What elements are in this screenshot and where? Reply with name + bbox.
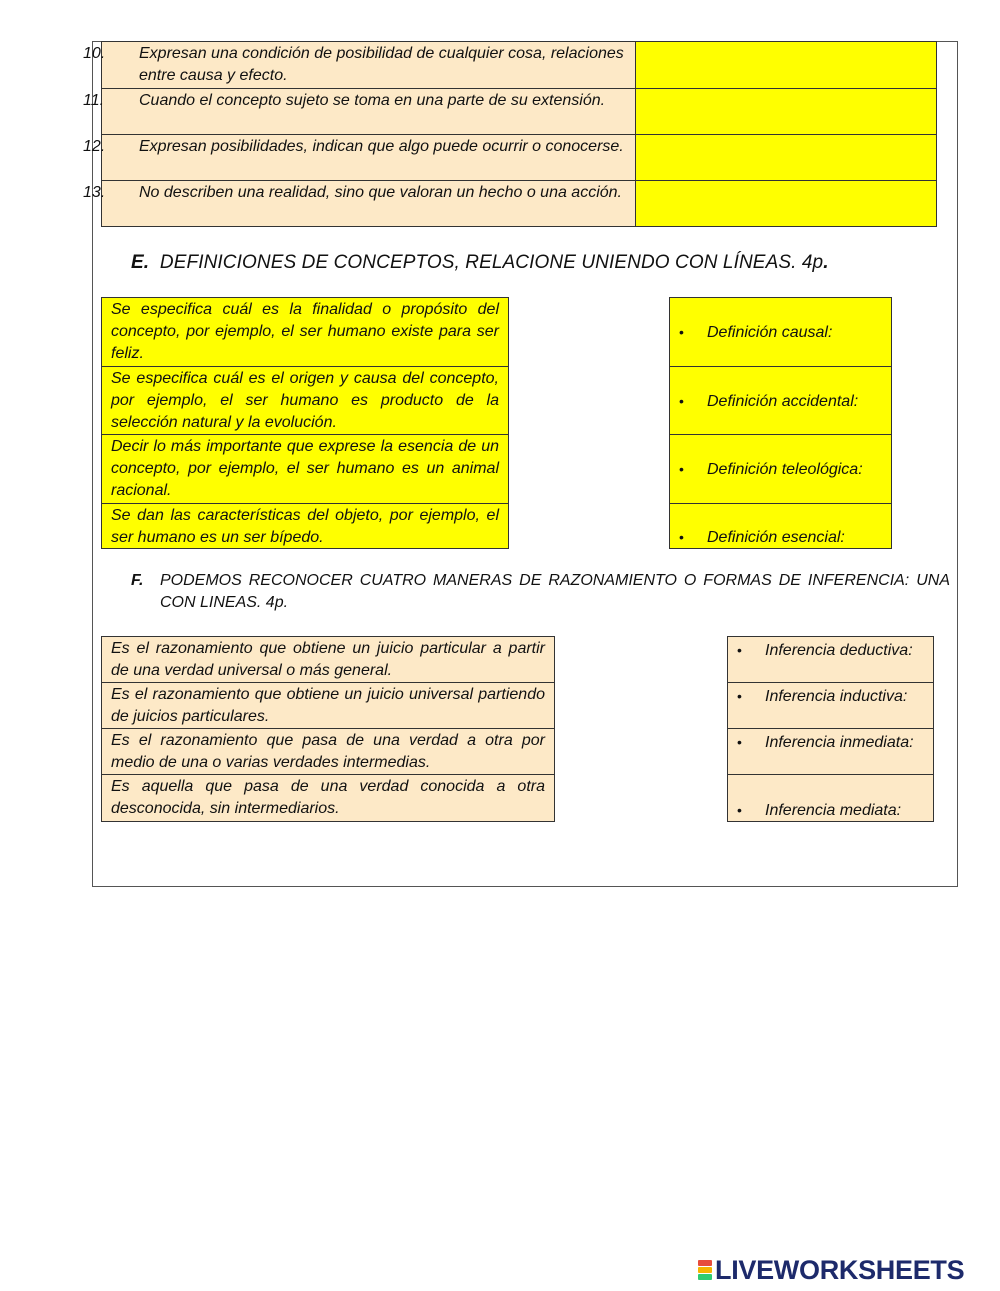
- definition-item[interactable]: Decir lo más importante que exprese la esencia de un concepto, por ejemplo, el ser humano es un animal racional.: [101, 434, 509, 504]
- definition-item[interactable]: Se dan las características del objeto, por ejemplo, el ser humano es un ser bípedo.: [101, 503, 509, 549]
- term-label: Inferencia inmediata:: [765, 734, 914, 751]
- logo-mark-icon: [698, 1260, 712, 1281]
- logo-text: LIVEWORKSHEETS: [715, 1254, 965, 1285]
- definition-item[interactable]: Se especifica cuál es el origen y causa del concepto, por ejemplo, el ser humano es producto de la selección natural y la evolución.: [101, 366, 509, 435]
- bullet-icon: •: [679, 529, 684, 545]
- bullet-icon: •: [737, 802, 742, 818]
- bullet-icon: •: [737, 642, 742, 658]
- section-f-heading: [131, 570, 950, 614]
- term-definicion-causal[interactable]: [669, 297, 892, 367]
- row-text: No describen una realidad, sino que valoran un hecho o una acción.: [139, 184, 622, 201]
- logo-mark-block: [698, 1274, 712, 1280]
- term-definicion-teleologica[interactable]: [669, 434, 892, 504]
- term-inferencia-inmediata[interactable]: [727, 728, 934, 775]
- answer-box-13[interactable]: [635, 180, 937, 227]
- inference-description[interactable]: Es el razonamiento que pasa de una verdad a otra por medio de una o varias verdades intermedias.: [101, 728, 555, 775]
- term-label: Inferencia deductiva:: [765, 642, 913, 659]
- inference-description[interactable]: Es aquella que pasa de una verdad conocida a otra desconocida, sin intermediarios.: [101, 774, 555, 822]
- section-e-letter: E.: [131, 252, 150, 273]
- term-inferencia-deductiva[interactable]: [727, 636, 934, 683]
- term-label: Definición teleológica:: [707, 461, 863, 478]
- term-label: Definición causal:: [707, 324, 833, 341]
- section-e-title: DEFINICIONES DE CONCEPTOS, RELACIONE UNIENDO CON LÍNEAS. 4p: [159, 252, 824, 273]
- section-e-title-end: .: [823, 252, 829, 273]
- section-d-row-11: [83, 88, 636, 135]
- term-inferencia-inductiva[interactable]: [727, 682, 934, 729]
- row-number: 13.: [83, 184, 106, 201]
- row-text: Cuando el concepto sujeto se toma en una parte de su extensión.: [139, 92, 606, 109]
- definition-item[interactable]: Se especifica cuál es la finalidad o propósito del concepto, por ejemplo, el ser humano existe para ser feliz.: [101, 297, 509, 367]
- bullet-icon: •: [679, 461, 684, 477]
- term-definicion-accidental[interactable]: [669, 366, 892, 435]
- bullet-icon: •: [679, 324, 684, 340]
- section-e-heading: [131, 251, 931, 275]
- term-label: Inferencia mediata:: [765, 802, 902, 819]
- answer-box-12[interactable]: [635, 134, 937, 181]
- inference-description[interactable]: Es el razonamiento que obtiene un juicio particular a partir de una verdad universal o más general.: [101, 636, 555, 683]
- row-number: 12.: [83, 138, 106, 155]
- term-label: Inferencia inductiva:: [765, 688, 908, 705]
- logo-mark-block: [698, 1260, 712, 1266]
- answer-box-11[interactable]: [635, 88, 937, 135]
- row-number: 10.: [83, 45, 106, 62]
- section-f-letter: F.: [131, 572, 144, 589]
- inference-description[interactable]: Es el razonamiento que obtiene un juicio universal partiendo de juicios particulares.: [101, 682, 555, 729]
- bullet-icon: •: [737, 734, 742, 750]
- section-d-row-10: [83, 41, 636, 89]
- row-text: Expresan una condición de posibilidad de cualquier cosa, relaciones entre causa y efecto.: [139, 45, 624, 84]
- term-definicion-esencial[interactable]: [669, 503, 892, 549]
- logo-mark-block: [698, 1267, 712, 1273]
- term-inferencia-mediata[interactable]: [727, 774, 934, 822]
- liveworksheets-logo[interactable]: [698, 1254, 965, 1285]
- row-number: 11.: [83, 92, 105, 109]
- row-text: Expresan posibilidades, indican que algo puede ocurrir o conocerse.: [139, 138, 624, 155]
- section-f-title: PODEMOS RECONOCER CUATRO MANERAS DE RAZONAMIENTO O FORMAS DE INFERENCIA: UNA CON LINEAS. 4p.: [160, 572, 950, 611]
- term-label: Definición esencial:: [707, 529, 845, 546]
- bullet-icon: •: [737, 688, 742, 704]
- term-label: Definición accidental:: [707, 393, 859, 410]
- bullet-icon: •: [679, 393, 684, 409]
- section-d-row-12: [83, 134, 636, 181]
- section-d-row-13: [83, 180, 636, 227]
- answer-box-10[interactable]: [635, 41, 937, 89]
